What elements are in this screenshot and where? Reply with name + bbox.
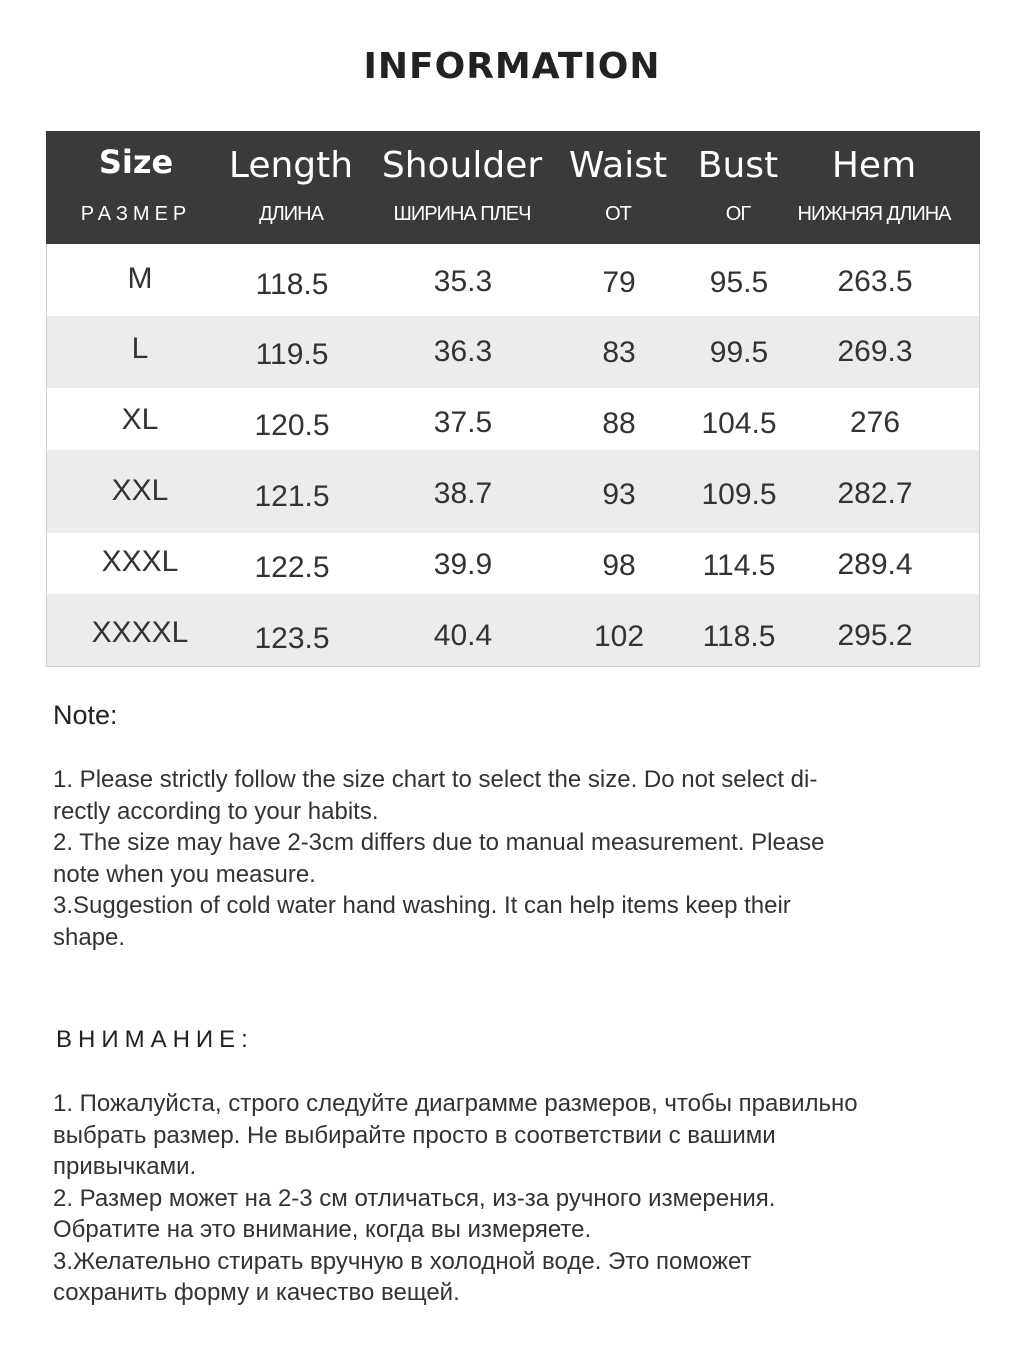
note-line: 1. Please strictly follow the size chart to select the size. Do not select di- (53, 766, 818, 793)
table-header (46, 131, 980, 244)
header-length-en: Length (228, 145, 354, 186)
attention-title: ВНИМАНИЕ: (56, 1026, 254, 1053)
table-row (47, 244, 979, 316)
header-hem-ru: НИЖНЯЯ ДЛИНА (797, 203, 951, 225)
note-title: Note: (53, 700, 118, 730)
header-waist-ru: ОТ (605, 203, 631, 225)
cell-bust: 104.5 (701, 407, 777, 440)
cell-size: XL (121, 403, 159, 436)
cell-hem: 295.2 (837, 619, 913, 652)
note-line: 3.Suggestion of cold water hand washing. It can help items keep their (53, 892, 791, 919)
header-waist (563, 131, 673, 244)
header-shoulder-ru: ШИРИНА ПЛЕЧ (393, 203, 531, 225)
table-row (47, 594, 979, 666)
header-hem (794, 131, 954, 244)
cell-bust: 118.5 (702, 620, 776, 653)
cell-waist: 98 (602, 549, 636, 582)
table-row (47, 533, 979, 594)
cell-length: 122.5 (254, 551, 330, 584)
cell-size: XXL (111, 474, 169, 507)
cell-hem: 263.5 (837, 265, 913, 298)
header-length-ru: ДЛИНА (259, 203, 323, 225)
header-bust-ru: ОГ (725, 203, 751, 225)
attention-line: выбрать размер. Не выбирайте просто в соответствии с вашими (53, 1121, 776, 1149)
cell-length: 120.5 (254, 409, 330, 442)
header-size-ru: РАЗМЕР (80, 203, 192, 225)
attention-line: 2. Размер может на 2-3 см отличаться, из-за ручного измерения. (53, 1184, 776, 1212)
cell-bust: 95.5 (709, 266, 769, 299)
note-line: shape. (53, 923, 126, 951)
header-waist-en: Waist (568, 145, 668, 186)
cell-hem: 269.3 (837, 335, 913, 368)
cell-hem: 289.4 (837, 548, 913, 581)
cell-size: XXXXL (91, 616, 189, 649)
note-line: note when you measure. (53, 860, 316, 888)
table-row (47, 450, 979, 533)
cell-waist: 83 (602, 336, 636, 369)
attention-line: 1. Пожалуйста, строго следуйте диаграмме размеров, чтобы правильно (53, 1090, 858, 1117)
header-bust-en: Bust (697, 145, 779, 186)
attention-line: сохранить форму и качество вещей. (53, 1279, 460, 1306)
cell-shoulder: 37.5 (433, 406, 493, 439)
cell-size: L (131, 332, 149, 365)
header-shoulder-en: Shoulder (381, 145, 543, 186)
attention-line: 3.Желательно стирать вручную в холодной воде. Это поможет (53, 1247, 752, 1275)
attention-text (53, 1088, 858, 1309)
cell-shoulder: 39.9 (433, 548, 493, 581)
cell-waist: 79 (602, 266, 636, 299)
cell-shoulder: 36.3 (433, 335, 493, 368)
cell-bust: 114.5 (702, 549, 776, 582)
cell-bust: 99.5 (709, 336, 769, 369)
header-hem-en: Hem (831, 145, 917, 186)
cell-shoulder: 35.3 (433, 265, 493, 298)
cell-length: 121.5 (254, 480, 330, 513)
cell-waist: 102 (593, 620, 645, 653)
cell-size: M (127, 262, 153, 295)
cell-shoulder: 40.4 (433, 619, 493, 652)
attention-line: привычками. (53, 1153, 197, 1180)
header-size (46, 131, 226, 244)
table-row (47, 316, 979, 388)
cell-length: 118.5 (255, 268, 329, 301)
cell-size: XXXL (101, 545, 179, 578)
cell-length: 123.5 (254, 622, 330, 655)
note-text (53, 764, 825, 953)
cell-bust: 109.5 (701, 478, 777, 511)
cell-hem: 282.7 (837, 477, 913, 510)
cell-shoulder: 38.7 (433, 477, 493, 510)
header-length (226, 131, 356, 244)
header-shoulder (371, 131, 553, 244)
cell-length: 119.5 (255, 338, 329, 371)
cell-waist: 88 (602, 407, 636, 440)
note-line: 2. The size may have 2-3cm differs due to manual measurement. Please (53, 829, 825, 856)
size-chart-table (46, 131, 980, 667)
cell-hem: 276 (849, 406, 901, 439)
attention-line: Обратите на это внимание, когда вы измеряете. (53, 1216, 592, 1243)
page-title: INFORMATION (363, 46, 661, 87)
cell-waist: 93 (602, 478, 636, 511)
header-size-en: Size (98, 143, 174, 181)
header-bust (683, 131, 793, 244)
note-line: rectly according to your habits. (53, 797, 379, 825)
table-row (47, 388, 979, 450)
